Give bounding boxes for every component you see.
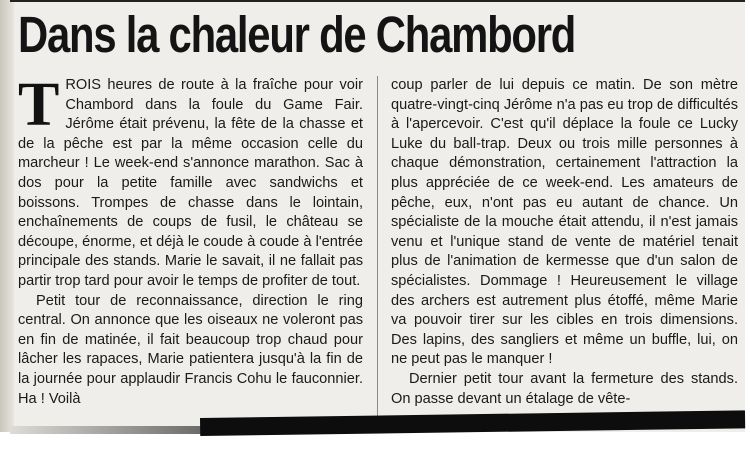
drop-cap: T: [18, 71, 60, 139]
paragraph-3: coup parler de lui depuis ce matin. De son mètre quatre-vingt-cinq Jérôme n'a pas eu trop de difficultés à l'apercevoir. C'est qu'il déplace la foule ce Lucky Luke du ball-trap. Deux ou trois mille personnes à chaque démonstration, certainement l'attraction la plus appréciée de ce week-end. Les amateurs de pêche, eux, n'ont pas eu autant de chance. Un spécialiste de la mouche était attendu, il n'est jamais venu et l'unique stand de vente de matériel tenait plus de l'animation de kermesse que d'un salon de spécialistes. Dommage ! Heureusement le village des archers est autrement plus étoffé, même Marie va pouvoir tirer sur les cibles en trois dimensions. Des lapins, des sangliers et même un buffle, lui, on ne peut pas le manquer !: [391, 77, 738, 368]
article-column-right: [391, 76, 738, 409]
paper-edge-shadow: [0, 0, 14, 432]
top-rule: [10, 0, 745, 2]
paragraph-2: Petit tour de reconnaissance, direction le ring central. On annonce que les oiseaux ne voleront pas en fin de matinée, il fait beaucoup trop chaud pour lâcher les rapaces, Marie patientera jusqu'à la fin de la journée pour applaudir Francis Cohu le fauconnier. Ha ! Voilà: [18, 292, 363, 407]
scan-shadow: [10, 426, 230, 434]
paragraph-1: [18, 71, 363, 292]
article-column-left: [18, 71, 363, 409]
paragraph-4: Dernier petit tour avant la fermeture des stands. On passe devant un étalage de vête-: [391, 370, 738, 407]
article-headline: Dans la chaleur de Chambord: [18, 6, 576, 63]
paragraph-1-text: ROIS heures de route à la fraîche pour voir Chambord dans la foule du Game Fair. Jérôme était prévenu, la fête de la chasse et de la pêche est par la même occasion celle du marcheur ! Le week-end s'annonce marathon. Sac à dos pour la petite famille avec sandwichs et boissons. Trompes de chasse dans le lointain, enchaînements de coups de fusil, le château se découpe, énorme, et déjà le coude à coude à l'entrée principale des stands. Marie le savait, il ne fallait pas partir trop tard pour avoir le temps de profiter de tout.: [18, 77, 363, 289]
column-divider: [377, 76, 378, 424]
